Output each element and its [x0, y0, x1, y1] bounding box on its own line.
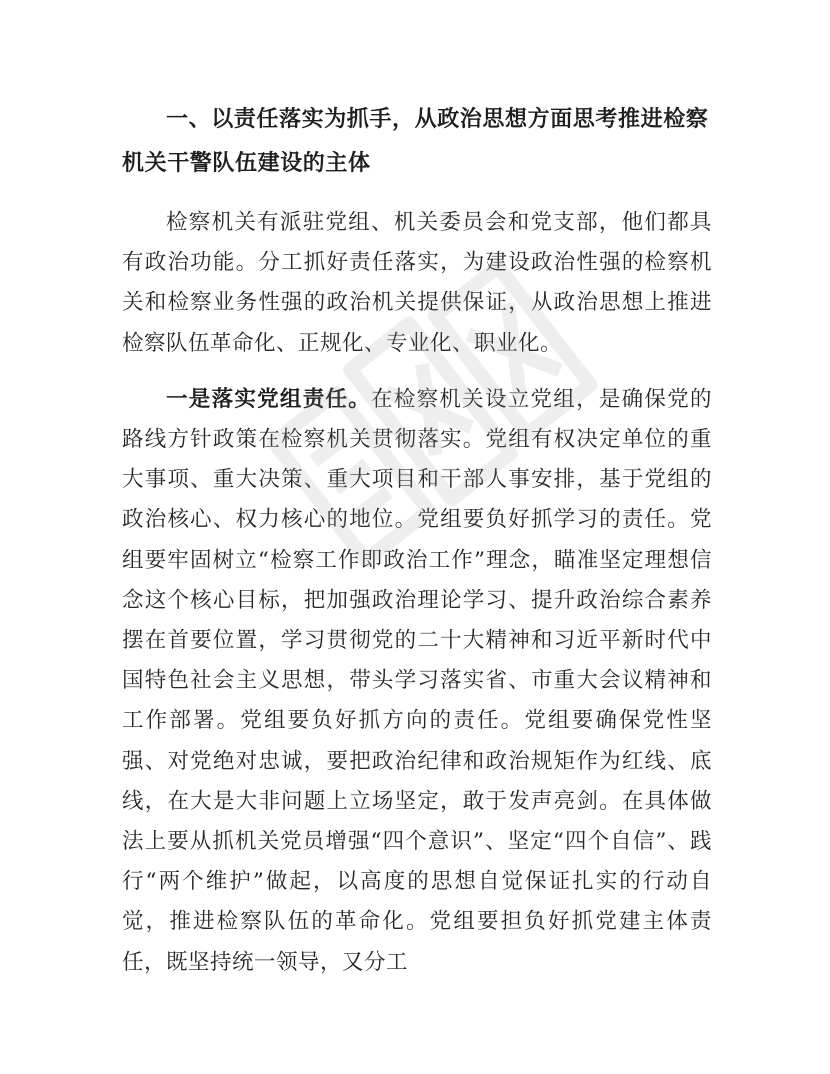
section-heading: 一、以责任落实为抓手，从政治思想方面思考推进检察机关干警队伍建设的主体: [122, 106, 709, 176]
paragraph-body-text: 在检察机关设立党组，是确保党的路线方针政策在检察机关贯彻落实。党组有权决定单位的重大事项、重大决策、重大项目和干部人事安排，基于党组的政治核心、权力核心的地位。党组要负好抓学习的责任。党组要牢固树立“检察工作即政治工作”理念，瞄准坚定理想信念这个核心目标，把加强政治理论学习、提升政治综合素养摆在首要位置，学习贯彻党的二十大精神和习近平新时代中国特色社会主义思想，带头学习落实省、市重大会议精神和工作部署。党组要负好抓方向的责任。党组要确保党性坚强、对党绝对忠诚，要把政治纪律和政治规矩作为红线、底线，在大是大非问题上立场坚定，敢于发声亮剑。在具体做法上要从抓机关党员增强“四个意识”、坚定“四个自信”、践行“两个维护”做起，以高度的思想自觉保证扎实的行动自觉，推进检察队伍的革命化。党组要担负好抓党建主体责任，既坚持统一领导，又分工: [122, 386, 712, 975]
paragraph-lead-phrase: 一是落实党组责任。: [166, 386, 372, 412]
paragraph-intro: 检察机关有派驻党组、机关委员会和党支部，他们都具有政治功能。分工抓好责任落实，为建设政治性强的检察机关和检察业务性强的政治机关提供保证，从政治思想上推进检察队伍革命化、正规化、专业化、职业化。: [122, 210, 712, 356]
paragraph-party-group-responsibility: [122, 380, 712, 983]
document-body: [122, 97, 712, 999]
